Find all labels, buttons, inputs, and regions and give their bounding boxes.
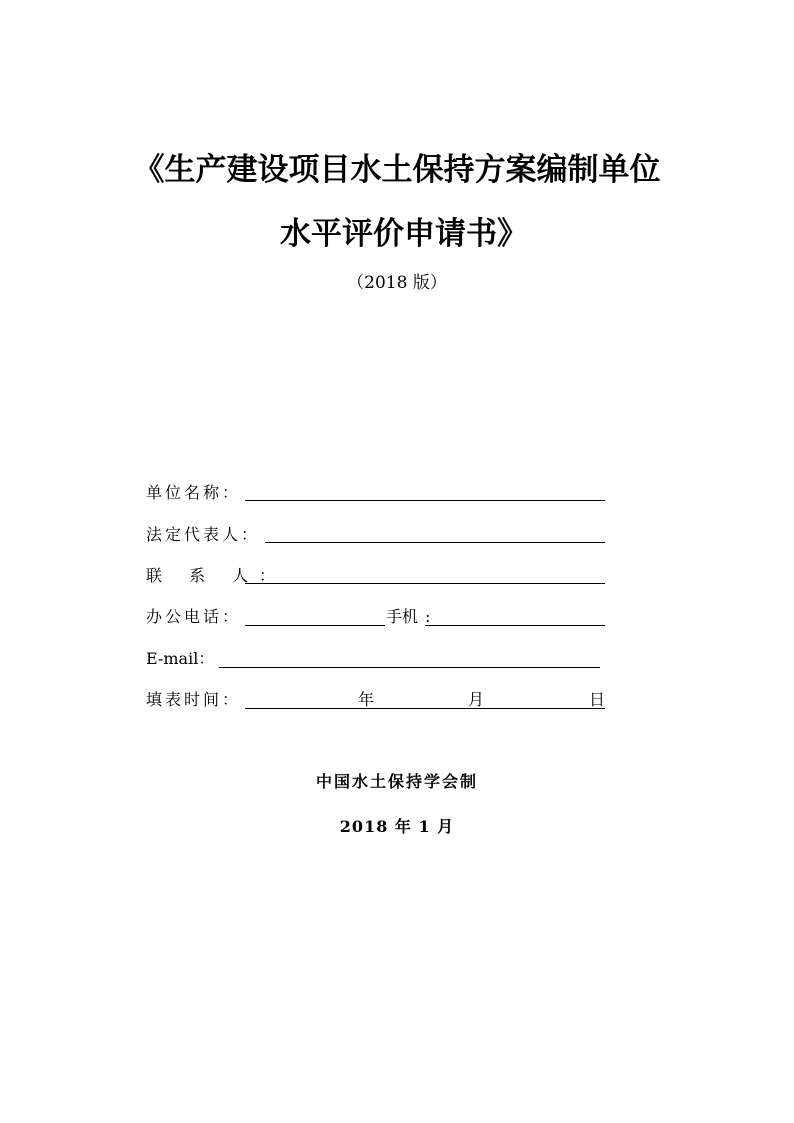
- unit-name-field[interactable]: [245, 500, 605, 501]
- email-field[interactable]: [219, 667, 600, 668]
- month-unit: 月: [468, 690, 485, 709]
- issuing-organization: 中国水土保持学会制: [315, 772, 478, 791]
- day-unit: 日: [589, 690, 606, 709]
- legal-representative-label: 法定代表人：: [146, 525, 261, 544]
- mobile-label: 手机: [386, 607, 419, 626]
- unit-name-label: 单位名称：: [146, 483, 242, 502]
- issue-date: 2018 年 1 月: [339, 817, 455, 836]
- contact-person-label: 联 系 人：: [146, 566, 287, 585]
- office-phone-field[interactable]: [245, 625, 385, 626]
- email-label: E-mail：: [146, 649, 215, 668]
- document-title-line-1: 《生产建设项目水土保持方案编制单位: [133, 152, 661, 188]
- year-unit: 年: [358, 690, 375, 709]
- office-phone-label: 办公电话：: [146, 607, 242, 626]
- fill-date-field[interactable]: [245, 708, 605, 709]
- legal-representative-field[interactable]: [265, 542, 605, 543]
- document-title-line-2: 水平评价申请书》: [280, 216, 528, 252]
- contact-person-field[interactable]: [245, 583, 605, 584]
- mobile-field[interactable]: [425, 625, 605, 626]
- mobile-colon: :: [425, 607, 431, 626]
- edition-label: （2018 版）: [347, 273, 447, 293]
- fill-date-label: 填表时间：: [146, 690, 242, 709]
